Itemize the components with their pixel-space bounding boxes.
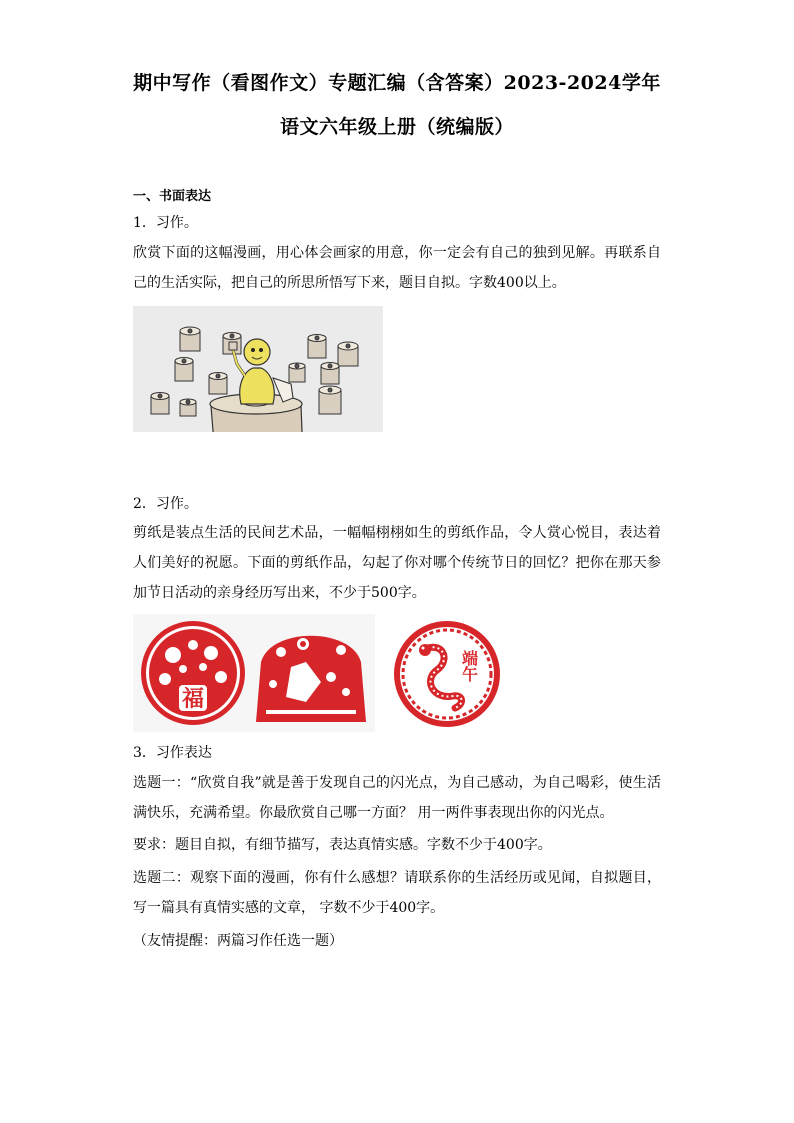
papercut-fu xyxy=(141,621,245,725)
q3-tip: （友情提醒：两篇习作任选一题） xyxy=(133,933,343,949)
section-heading: 一、书面表达 xyxy=(133,189,212,204)
q3-option2: 选题二：观察下面的漫画，你有什么感想？请联系你的生活经历或见闻，自拟题目，写一篇具有真情实感的文章， 字数不少于400字。 xyxy=(133,870,661,916)
q2-number: 2．习作。 xyxy=(133,496,198,512)
papercut-image-group xyxy=(133,614,375,732)
q1-number: 1．习作。 xyxy=(133,215,198,231)
papercut-figure xyxy=(256,636,366,722)
q3-requirement: 要求：题目自拟，有细节描写，表达真情实感。字数不少于400字。 xyxy=(133,837,552,853)
doc-title-line1: 期中写作（看图作文）专题汇编（含答案）2023-2024学年 xyxy=(133,72,661,94)
doc-title-line2: 语文六年级上册（统编版） xyxy=(279,116,514,138)
cartoon-image xyxy=(133,306,383,432)
q3-number: 3．习作表达 xyxy=(133,745,212,761)
papercut-dragon xyxy=(393,620,501,728)
q3-option1: 选题一：“欣赏自我”就是善于发现自己的闪光点，为自己感动，为自己喝彩，使生活满快乐，充满希望。你最欣赏自己哪一方面？ 用一两件事表现出你的闪光点。 xyxy=(133,775,661,821)
papercut-fu-char: 福 xyxy=(181,686,205,712)
papercut-duanwu-chars: 端午 xyxy=(459,650,479,682)
q1-text: 欣赏下面的这幅漫画，用心体会画家的用意，你一定会有自己的独到见解。再联系自己的生活实际，把自己的所思所悟写下来，题目自拟。字数400以上。 xyxy=(133,245,661,291)
q2-text: 剪纸是装点生活的民间艺术品，一幅幅栩栩如生的剪纸作品，令人赏心悦目，表达着人们美好的祝愿。下面的剪纸作品，勾起了你对哪个传统节日的回忆？把你在那天参加节日活动的亲身经历写出来，不少于500字。 xyxy=(133,525,661,601)
